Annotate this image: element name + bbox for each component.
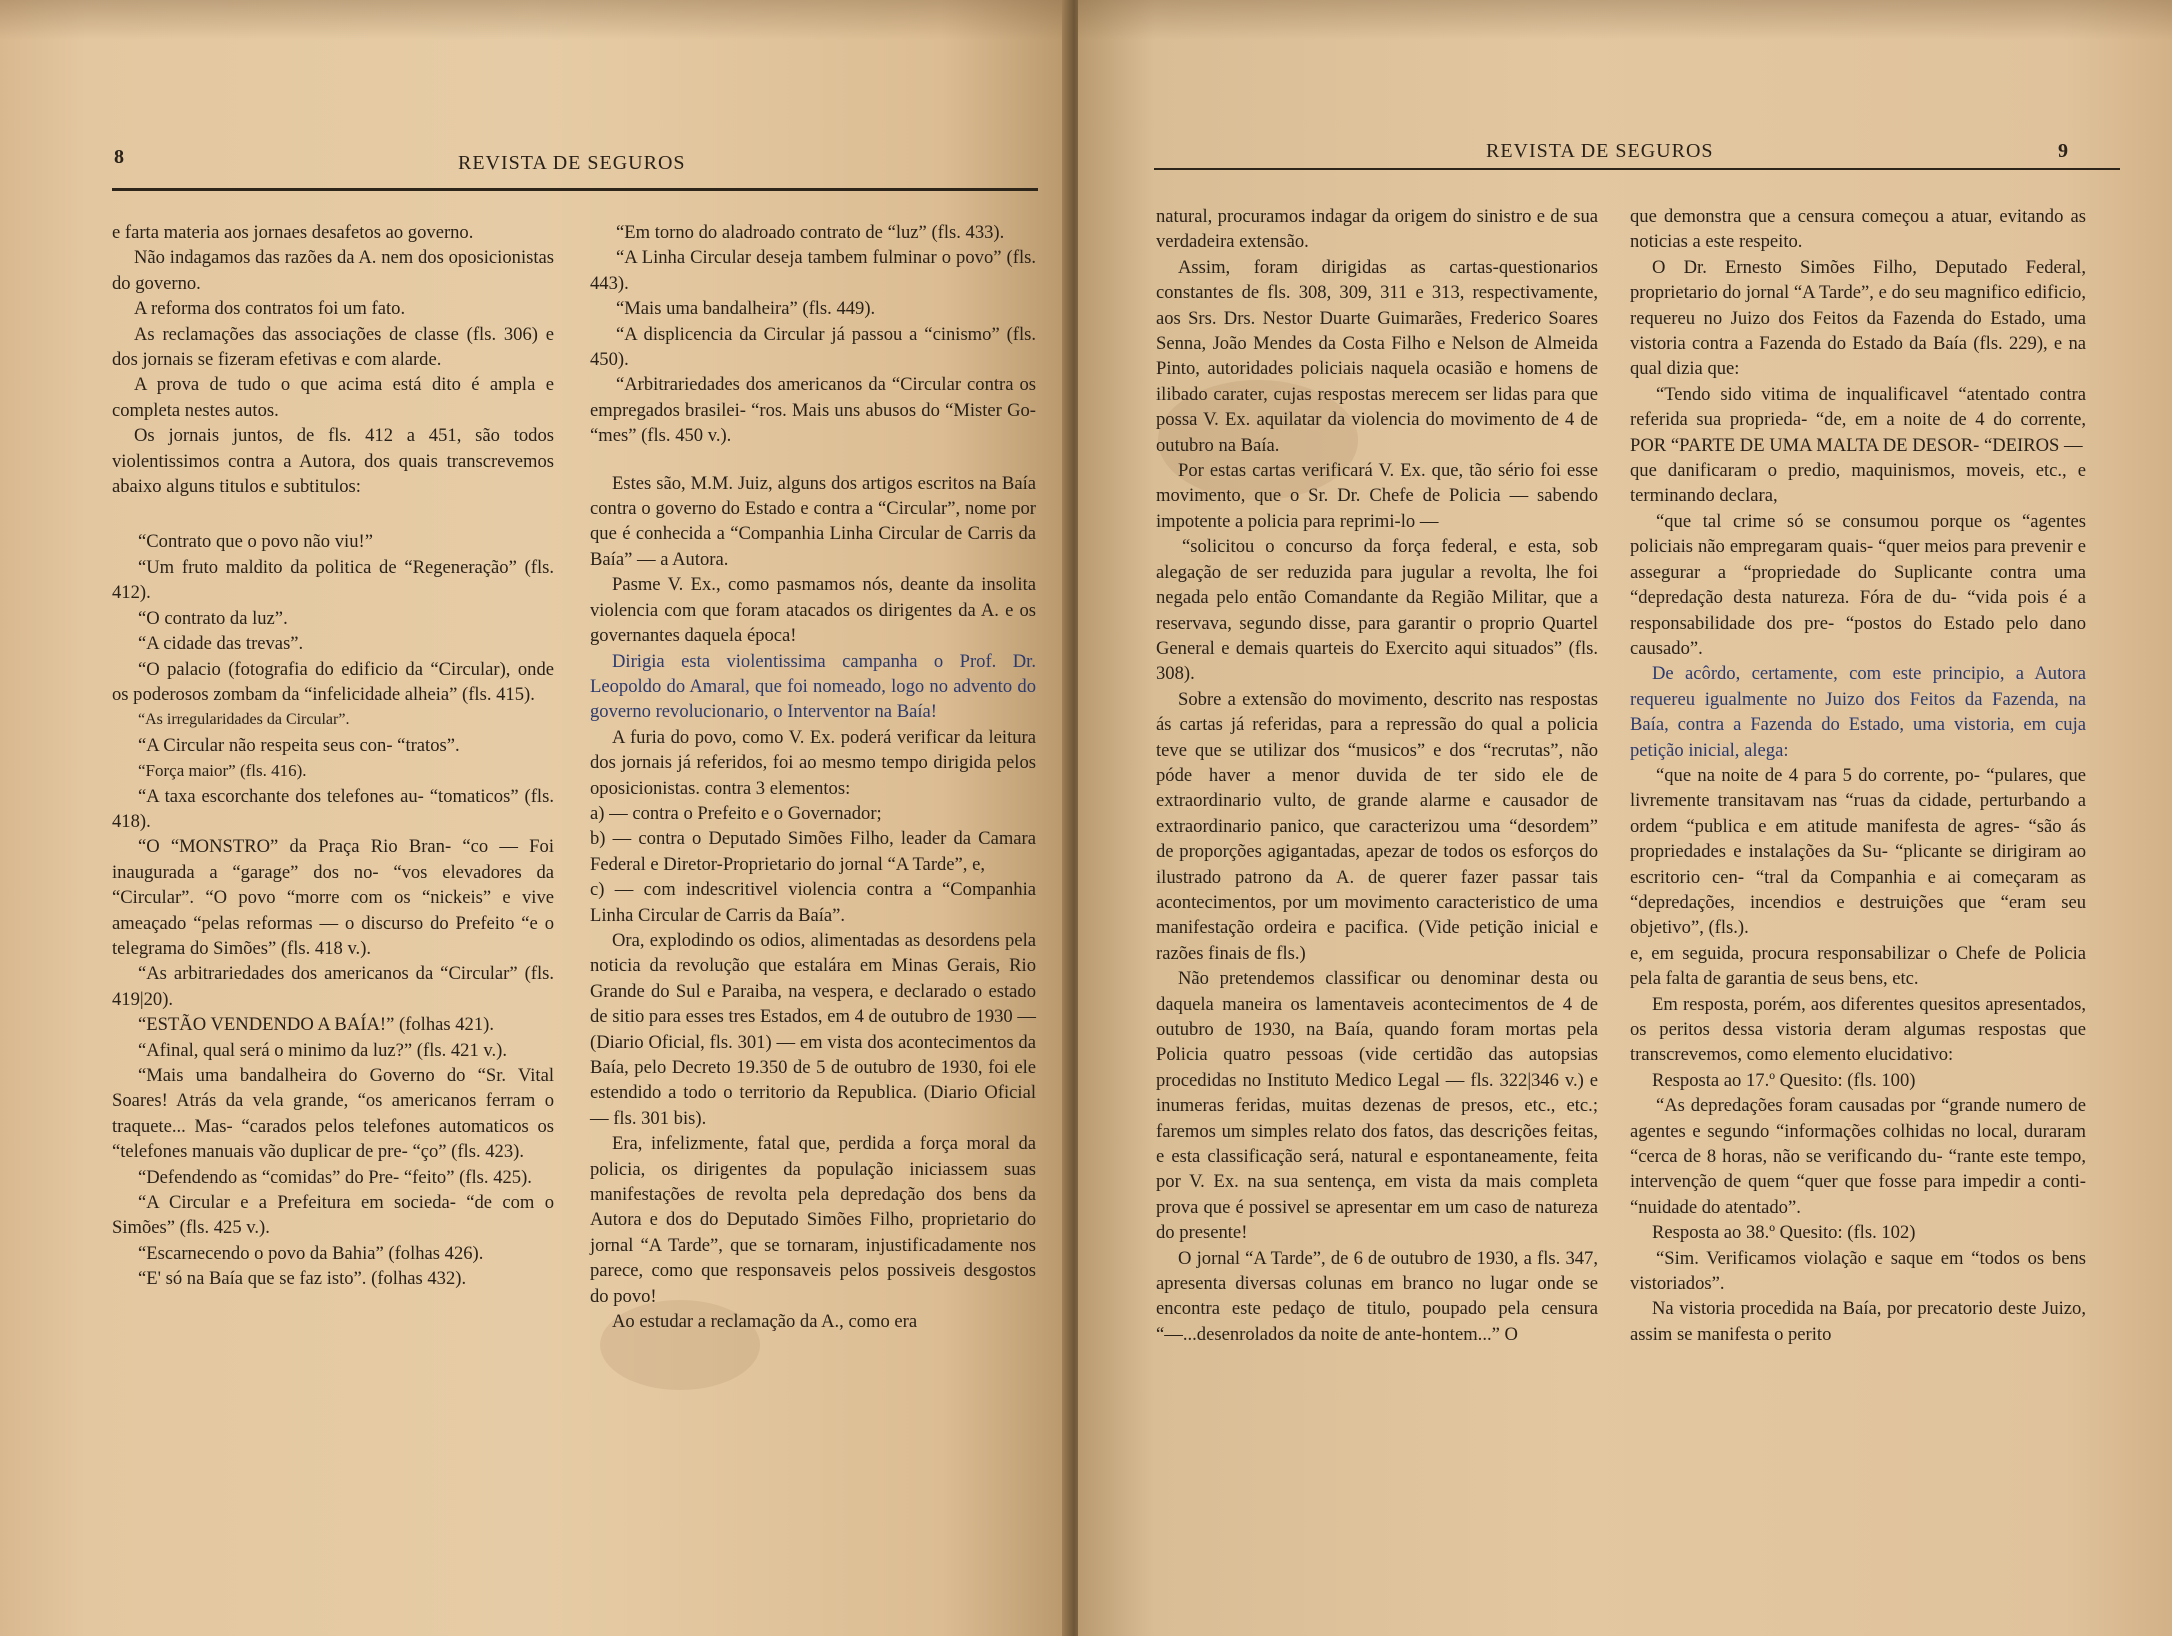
paragraph: Em resposta, porém, aos diferentes quesitos apresentados, os peritos dessa vistoria deram algumas respostas que transcrevemos, como elemento elucidativo:	[1630, 993, 2086, 1066]
paragraph: Sobre a extensão do movimento, descrito nas respostas ás cartas já referidas, para a repressão do qual a policia teve que se utilizar dos “musicos” e dos “recrutas”, não póde haver a menor duvida de ter sido ele de extraordinario vulto, de grande alarme e causador de extraordinario panico, que caracterizou uma “desordem” de proporções agigantadas, apezar de todos os esforços do ilustrado patrono da A. de querer fazer passar tais acontecimentos, por um movimento caracteristico de uma manifestação ordeira e pacifica. (Vide petição inicial e razões finais de fls.)	[1156, 688, 1598, 964]
quote: “Um fruto maldito da politica de “Regeneração” (fls. 412).	[112, 556, 554, 604]
paragraph: Por estas cartas verificará V. Ex. que, tão sério foi esse movimento, que o Sr. Dr. Chefe de Policia — sabendo impotente a policia para reprimi-lo —	[1156, 460, 1598, 532]
running-title: REVISTA DE SEGUROS	[1486, 140, 1714, 162]
quote: “A cidade das trevas”.	[138, 633, 304, 655]
list-item: b) — contra o Deputado Simões Filho, leader da Camara Federal e Diretor-Proprietario do jornal “A Tarde”, e,	[590, 828, 1036, 875]
paragraph: natural, procuramos indagar da origem do sinistro e de sua verdadeira extensão.	[1156, 206, 1598, 253]
quote: “As depredações foram causadas por “grande numero de agentes e segundo “informações colhidas no local, duraram “cerca de 8 horas, não se verificando du- “rante este tempo, intervenção de quem “quer que fosse para impedir a conti- “nuidade do atentado”.	[1630, 1095, 2086, 1218]
list-item: c) — com indescritivel violencia contra a “Companhia Linha Circular de Carris da Baía”.	[590, 879, 1036, 926]
quote: “Contrato que o povo não viu!”	[138, 531, 373, 553]
quote: “A Circular não respeita seus con- “tratos”.	[138, 734, 460, 756]
quote: “Defendendo as “comidas” do Pre- “feito” (fls. 425).	[138, 1166, 532, 1188]
paragraph: Resposta ao 38.º Quesito: (fls. 102)	[1652, 1222, 1916, 1244]
left-page	[0, 0, 1070, 1636]
quote: “A Linha Circular deseja tambem fulminar o povo” (fls. 443).	[590, 247, 1036, 294]
quote: “Tendo sido vitima de inqualificavel “atentado contra referida sua proprieda- “de, em a noite de 4 do corrente, POR “PARTE DE UMA MALTA DE DESOR- “DEIROS —	[1630, 383, 2086, 456]
paragraph: Ora, explodindo os odios, alimentadas as desordens pela noticia da revolução que estalára em Minas Gerais, Rio Grande do Sul e Paraiba, na vespera, e declarado o estado de sitio para esses tres Estados, em 4 de outubro de 1930 — (Diario Oficial, fls. 301) — em vista dos acontecimentos da Baía, pelo Decreto 19.350 de 5 de outubro de 1930, foi ele estendido a todo o territorio da Republica. (Diario Oficial — fls. 301 bis).	[590, 929, 1036, 1129]
paragraph: De acôrdo, certamente, com este principio, a Autora requereu igualmente no Juizo dos Feitos da Fazenda, na Baía, contra a Fazenda do Estado, uma vistoria, em cuja petição inicial, alega:	[1630, 663, 2086, 761]
quote: “O palacio (fotografia do edificio da “Circular), onde os poderosos zombam da “infelicidade alheia” (fls. 415).	[112, 658, 554, 705]
paragraph: Na vistoria procedida na Baía, por precatorio deste Juizo, assim se manifesta o perito	[1630, 1298, 2086, 1345]
paragraph: Era, infelizmente, fatal que, perdida a força moral da policia, os dirigentes da população iniciassem suas manifestações de revolta pela depredação dos bens da Autora e dos do Deputado Simões Filho, proprietario do jornal “A Tarde”, que se tornaram, injustificadamente nos parece, como que responsaveis pelos possiveis desgostos do povo!	[590, 1133, 1036, 1307]
paragraph: que danificaram o predio, maquinismos, moveis, etc., e terminando declara,	[1630, 460, 2086, 507]
quote: “que na noite de 4 para 5 do corrente, po- “pulares, que livremente transitavam nas “ruas da cidade, perturbando a ordem “publica e em atitude manifesta de agres- “são ás propriedades e instalações da Su- “plicante se dirigiram ao escritorio cen- “tral da Companhia e ai começaram as “depredações, incendios e destruições que “eram seu objetivo”, (fls.).	[1630, 764, 2086, 939]
paragraph: Pasme V. Ex., como pasmamos nós, deante da insolita violencia com que foram atacados os dirigentes da A. e os governantes daquela época!	[590, 574, 1036, 647]
right-page	[1078, 0, 2172, 1636]
header-rule	[1154, 168, 2120, 170]
paragraph: Não indagamos das razões da A. nem dos oposicionistas do governo.	[112, 247, 554, 294]
right-column-2	[1630, 204, 2086, 1347]
paragraph: e farta materia aos jornaes desafetos ao governo.	[112, 222, 474, 243]
list-item: a) — contra o Prefeito e o Governador;	[590, 802, 882, 824]
quote: “A Circular e a Prefeitura em socieda- “de com o Simões” (fls. 425 v.).	[112, 1192, 554, 1239]
quote: “As irregularidades da Circular”.	[138, 711, 350, 729]
paragraph: O jornal “A Tarde”, de 6 de outubro de 1930, a fls. 347, apresenta diversas colunas em branco no lugar onde se encontra este pedaço de titulo, poupado pela censura “—...desenrolados da noite de ante-hontem...” O	[1156, 1247, 1598, 1345]
quote: “As arbitrariedades dos americanos da “Circular” (fls. 419|20).	[112, 963, 554, 1010]
page-number: 9	[2058, 140, 2068, 162]
paragraph: Ao estudar a reclamação da A., como era	[612, 1311, 918, 1333]
header-rule	[112, 188, 1038, 191]
left-column-1	[112, 220, 554, 1292]
quote: “ESTÃO VENDENDO A BAÍA!” (folhas 421).	[138, 1014, 494, 1036]
paragraph: A reforma dos contratos foi um fato.	[134, 298, 406, 320]
paragraph: Não pretendemos classificar ou denominar desta ou daquela maneira os lamentaveis acontecimentos de 4 de outubro de 1930, na Baía, quando foram mortas pela Policia quatro pessoas (vide certidão das autopsias procedidas no Instituto Medico Legal — fls. 322|346 v.) e inumeras feridas, muitas dezenas de presos, etc., etc.; faremos um simples relato dos fatos, das descrições feitas, e esta classificação será, natural e espontaneamente, feita por V. Ex. na sua sentença, em vista da mais completa prova que é possivel se apresentar em um caso de natureza do presente!	[1156, 968, 1598, 1244]
paragraph: Assim, foram dirigidas as cartas-questionarios constantes de fls. 308, 309, 311 e 313, respectivamente, aos Srs. Drs. Nestor Duarte Guimarães, Frederico Soares Senna, João Mendes da Costa Filho e Nelson de Almeida Pinto, autoridades policiais naquela ocasião e homens de ilibado carater, cujas respostas merecem ser lidas para que possa V. Ex. aquilatar da violencia do movimento de 4 de outubro na Baía.	[1156, 256, 1598, 456]
quote: “Arbitrariedades dos americanos da “Circular contra os empregados brasilei- “ros. Mais uns abusos do “Mister Go- “mes” (fls. 450 v.).	[590, 374, 1036, 447]
paragraph: A prova de tudo o que acima está dito é ampla e completa nestes autos.	[112, 374, 554, 421]
quote: “Mais uma bandalheira” (fls. 449).	[616, 298, 876, 320]
quote: “que tal crime só se consumou porque os “agentes policiais não empregaram quais- “quer meios para prevenir e assegurar a “propriedade do Suplicante contra uma “depredação desta natureza. Fóra de du- “vida pois é a responsabilidade dos pre- “postos do Estado pelo dano causado”.	[1630, 510, 2086, 659]
left-header	[0, 140, 1070, 180]
paragraph: Os jornais juntos, de fls. 412 a 451, são todos violentissimos contra a Autora, dos quais transcrevemos abaixo alguns titulos e subtitulos:	[112, 425, 554, 498]
quote: “Sim. Verificamos violação e saque em “todos os bens vistoriados”.	[1630, 1247, 2086, 1295]
running-title: REVISTA DE SEGUROS	[458, 152, 686, 174]
paragraph: As reclamações das associações de classe (fls. 306) e dos jornais se fizeram efetivas e com alarde.	[112, 323, 554, 371]
quote: “O contrato da luz”.	[138, 607, 288, 629]
quote: “solicitou o concurso da força federal, e esta, sob alegação de ser reduzida para jugular a revolta, lhe foi negada pelo então Comandante da Região Militar, que a reservava, segundo disse, para garantir o proprio Quartel General e demais quarteis do Exercito aqui situados” (fls. 308).	[1156, 536, 1598, 685]
quote: “Em torno do aladroado contrato de “luz” (fls. 433).	[616, 222, 1005, 243]
quote: “A taxa escorchante dos telefones au- “tomaticos” (fls. 418).	[112, 785, 554, 832]
paragraph: Resposta ao 17.º Quesito: (fls. 100)	[1652, 1069, 1916, 1091]
paragraph: O Dr. Ernesto Simões Filho, Deputado Federal, proprietario do jornal “A Tarde”, e do seu magnifico edificio, requereu no Juizo dos Feitos da Fazenda do Estado, uma vistoria contra a Fazenda do Estado da Baía (fls. 229), e na qual dizia que:	[1630, 256, 2086, 380]
paragraph: A furia do povo, como V. Ex. poderá verificar da leitura dos jornais já referidos, foi ao mesmo tempo dirigida pelos oposicionistas. contra 3 elementos:	[590, 726, 1036, 799]
quote: “O “MONSTRO” da Praça Rio Bran- “co — Foi inaugurada a “garage” dos no- “vos elevadores da “Circular”. “O povo “morre com os “nickeis” e vive ameaçado “pelas reformas — o discurso do Prefeito “e o telegrama do Simões” (fls. 418 v.).	[112, 836, 554, 959]
paragraph: Estes são, M.M. Juiz, alguns dos artigos escritos na Baía contra o governo do Estado e contra a “Circular”, nome por que é conhecida a “Companhia Linha Circular de Carris da Baía” — a Autora.	[590, 472, 1036, 570]
paragraph: Dirigia esta violentissima campanha o Prof. Dr. Leopoldo do Amaral, que foi nomeado, logo no advento do governo revolucionario, o Interventor na Baía!	[590, 650, 1036, 723]
quote: “E' só na Baía que se faz isto”. (folhas 432).	[138, 1268, 467, 1290]
left-column-2	[590, 220, 1036, 1334]
quote: “A displicencia da Circular já passou a “cinismo” (fls. 450).	[590, 323, 1036, 371]
right-header	[1078, 140, 2172, 180]
quote: “Afinal, qual será o minimo da luz?” (fls. 421 v.).	[138, 1039, 508, 1061]
paragraph: e, em seguida, procura responsabilizar o Chefe de Policia pela falta de garantia de seus bens, etc.	[1630, 942, 2086, 990]
quote: “Mais uma bandalheira do Governo do “Sr. Vital Soares! Atrás da vela grande, “os americanos ferram o traquete... Mas- “carados pelos telefones automaticos os “telefones manuais vão duplicar de pre- “ço” (fls. 423).	[112, 1065, 554, 1163]
page-number: 8	[114, 146, 124, 168]
right-column-1	[1156, 204, 1598, 1347]
quote: “Escarnecendo o povo da Bahia” (folhas 426).	[138, 1242, 484, 1264]
quote: “Força maior” (fls. 416).	[138, 761, 307, 781]
paragraph: que demonstra que a censura começou a atuar, evitando as noticias a este respeito.	[1630, 206, 2086, 253]
